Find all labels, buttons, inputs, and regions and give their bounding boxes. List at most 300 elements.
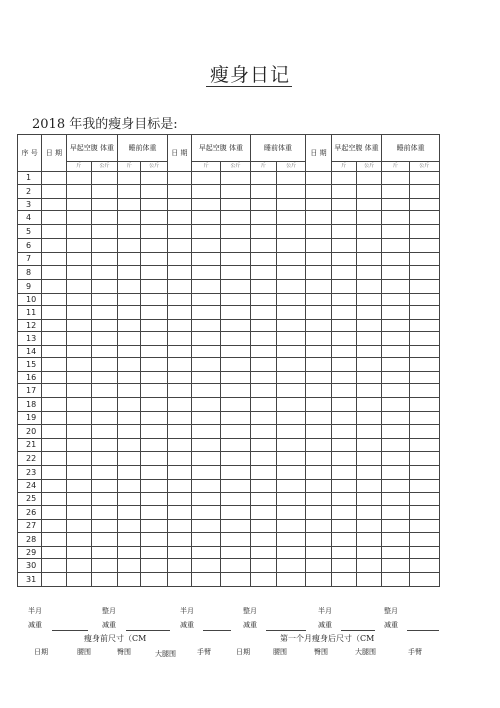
entry-cell[interactable]: [91, 573, 117, 587]
entry-cell[interactable]: [409, 520, 439, 533]
entry-cell[interactable]: [277, 384, 306, 398]
entry-cell[interactable]: [192, 211, 221, 225]
entry-cell[interactable]: [167, 172, 191, 185]
entry-cell[interactable]: [409, 439, 439, 452]
entry-cell[interactable]: [382, 425, 409, 439]
entry-cell[interactable]: [221, 573, 250, 587]
entry-cell[interactable]: [250, 493, 276, 506]
entry-cell[interactable]: [141, 425, 167, 439]
entry-cell[interactable]: [141, 372, 167, 384]
entry-cell[interactable]: [382, 412, 409, 425]
entry-cell[interactable]: [331, 547, 356, 559]
entry-cell[interactable]: [42, 493, 66, 506]
entry-cell[interactable]: [91, 439, 117, 452]
entry-cell[interactable]: [409, 185, 439, 199]
entry-cell[interactable]: [141, 358, 167, 372]
entry-cell[interactable]: [221, 320, 250, 332]
entry-cell[interactable]: [306, 425, 331, 439]
entry-cell[interactable]: [141, 506, 167, 520]
entry-cell[interactable]: [118, 439, 141, 452]
entry-cell[interactable]: [331, 211, 356, 225]
entry-cell[interactable]: [331, 346, 356, 358]
entry-cell[interactable]: [141, 239, 167, 253]
entry-cell[interactable]: [141, 253, 167, 266]
entry-cell[interactable]: [91, 306, 117, 320]
entry-cell[interactable]: [382, 559, 409, 573]
entry-cell[interactable]: [277, 225, 306, 239]
entry-cell[interactable]: [306, 493, 331, 506]
entry-cell[interactable]: [382, 280, 409, 294]
entry-cell[interactable]: [331, 239, 356, 253]
entry-cell[interactable]: [91, 253, 117, 266]
entry-cell[interactable]: [221, 294, 250, 306]
entry-cell[interactable]: [118, 266, 141, 280]
entry-cell[interactable]: [356, 372, 381, 384]
entry-cell[interactable]: [91, 294, 117, 306]
entry-cell[interactable]: [277, 253, 306, 266]
entry-cell[interactable]: [306, 506, 331, 520]
entry-cell[interactable]: [356, 211, 381, 225]
entry-cell[interactable]: [250, 172, 276, 185]
entry-cell[interactable]: [277, 466, 306, 480]
entry-cell[interactable]: [221, 280, 250, 294]
entry-cell[interactable]: [356, 306, 381, 320]
entry-cell[interactable]: [409, 266, 439, 280]
entry-cell[interactable]: [192, 506, 221, 520]
entry-cell[interactable]: [331, 306, 356, 320]
entry-cell[interactable]: [382, 225, 409, 239]
entry-cell[interactable]: [306, 439, 331, 452]
entry-cell[interactable]: [118, 253, 141, 266]
entry-cell[interactable]: [382, 573, 409, 587]
entry-cell[interactable]: [221, 372, 250, 384]
entry-cell[interactable]: [42, 211, 66, 225]
entry-cell[interactable]: [409, 533, 439, 547]
entry-cell[interactable]: [167, 398, 191, 412]
entry-cell[interactable]: [118, 211, 141, 225]
entry-cell[interactable]: [250, 239, 276, 253]
entry-cell[interactable]: [382, 372, 409, 384]
entry-cell[interactable]: [167, 211, 191, 225]
entry-cell[interactable]: [356, 294, 381, 306]
entry-cell[interactable]: [91, 559, 117, 573]
entry-cell[interactable]: [331, 506, 356, 520]
entry-cell[interactable]: [409, 306, 439, 320]
entry-cell[interactable]: [331, 439, 356, 452]
entry-cell[interactable]: [167, 506, 191, 520]
entry-cell[interactable]: [66, 172, 91, 185]
entry-cell[interactable]: [91, 199, 117, 211]
entry-cell[interactable]: [250, 425, 276, 439]
entry-cell[interactable]: [277, 306, 306, 320]
entry-cell[interactable]: [306, 320, 331, 332]
entry-cell[interactable]: [250, 185, 276, 199]
entry-cell[interactable]: [192, 253, 221, 266]
entry-cell[interactable]: [192, 266, 221, 280]
entry-cell[interactable]: [192, 280, 221, 294]
entry-cell[interactable]: [42, 280, 66, 294]
entry-cell[interactable]: [331, 172, 356, 185]
entry-cell[interactable]: [118, 452, 141, 466]
entry-cell[interactable]: [306, 253, 331, 266]
entry-cell[interactable]: [66, 185, 91, 199]
entry-cell[interactable]: [331, 559, 356, 573]
entry-cell[interactable]: [356, 520, 381, 533]
entry-cell[interactable]: [91, 452, 117, 466]
entry-cell[interactable]: [277, 425, 306, 439]
entry-cell[interactable]: [306, 372, 331, 384]
entry-cell[interactable]: [277, 294, 306, 306]
entry-cell[interactable]: [409, 294, 439, 306]
entry-cell[interactable]: [382, 239, 409, 253]
entry-cell[interactable]: [331, 480, 356, 493]
entry-cell[interactable]: [306, 398, 331, 412]
entry-cell[interactable]: [306, 172, 331, 185]
entry-cell[interactable]: [66, 211, 91, 225]
entry-cell[interactable]: [356, 493, 381, 506]
entry-cell[interactable]: [91, 547, 117, 559]
entry-cell[interactable]: [167, 466, 191, 480]
entry-cell[interactable]: [66, 520, 91, 533]
entry-cell[interactable]: [409, 211, 439, 225]
entry-cell[interactable]: [167, 412, 191, 425]
entry-cell[interactable]: [306, 480, 331, 493]
entry-cell[interactable]: [91, 346, 117, 358]
entry-cell[interactable]: [356, 253, 381, 266]
entry-cell[interactable]: [356, 225, 381, 239]
entry-cell[interactable]: [250, 372, 276, 384]
entry-cell[interactable]: [192, 306, 221, 320]
entry-cell[interactable]: [250, 520, 276, 533]
entry-cell[interactable]: [382, 533, 409, 547]
entry-cell[interactable]: [250, 547, 276, 559]
entry-cell[interactable]: [221, 199, 250, 211]
entry-cell[interactable]: [118, 466, 141, 480]
entry-cell[interactable]: [141, 559, 167, 573]
entry-cell[interactable]: [356, 384, 381, 398]
entry-cell[interactable]: [66, 358, 91, 372]
entry-cell[interactable]: [331, 280, 356, 294]
entry-cell[interactable]: [118, 358, 141, 372]
entry-cell[interactable]: [221, 239, 250, 253]
entry-cell[interactable]: [192, 452, 221, 466]
entry-cell[interactable]: [409, 372, 439, 384]
entry-cell[interactable]: [382, 332, 409, 346]
entry-cell[interactable]: [331, 185, 356, 199]
entry-cell[interactable]: [356, 533, 381, 547]
entry-cell[interactable]: [42, 346, 66, 358]
entry-cell[interactable]: [382, 211, 409, 225]
entry-cell[interactable]: [66, 320, 91, 332]
entry-cell[interactable]: [306, 294, 331, 306]
entry-cell[interactable]: [91, 506, 117, 520]
entry-cell[interactable]: [192, 559, 221, 573]
entry-cell[interactable]: [306, 346, 331, 358]
entry-cell[interactable]: [192, 533, 221, 547]
entry-cell[interactable]: [118, 506, 141, 520]
entry-cell[interactable]: [118, 398, 141, 412]
entry-cell[interactable]: [167, 452, 191, 466]
entry-cell[interactable]: [118, 384, 141, 398]
entry-cell[interactable]: [141, 480, 167, 493]
entry-cell[interactable]: [42, 225, 66, 239]
entry-cell[interactable]: [42, 306, 66, 320]
entry-cell[interactable]: [141, 398, 167, 412]
entry-cell[interactable]: [409, 332, 439, 346]
entry-cell[interactable]: [221, 506, 250, 520]
entry-cell[interactable]: [42, 358, 66, 372]
entry-cell[interactable]: [382, 320, 409, 332]
entry-cell[interactable]: [192, 320, 221, 332]
entry-cell[interactable]: [167, 253, 191, 266]
entry-cell[interactable]: [221, 439, 250, 452]
entry-cell[interactable]: [221, 185, 250, 199]
entry-cell[interactable]: [409, 559, 439, 573]
entry-cell[interactable]: [167, 199, 191, 211]
entry-cell[interactable]: [167, 559, 191, 573]
entry-cell[interactable]: [382, 185, 409, 199]
entry-cell[interactable]: [356, 506, 381, 520]
entry-cell[interactable]: [167, 480, 191, 493]
entry-cell[interactable]: [66, 412, 91, 425]
entry-cell[interactable]: [277, 320, 306, 332]
entry-cell[interactable]: [250, 332, 276, 346]
entry-cell[interactable]: [356, 346, 381, 358]
entry-cell[interactable]: [382, 506, 409, 520]
entry-cell[interactable]: [331, 332, 356, 346]
entry-cell[interactable]: [42, 172, 66, 185]
entry-cell[interactable]: [91, 466, 117, 480]
entry-cell[interactable]: [118, 185, 141, 199]
entry-cell[interactable]: [356, 172, 381, 185]
entry-cell[interactable]: [331, 253, 356, 266]
entry-cell[interactable]: [91, 225, 117, 239]
entry-cell[interactable]: [192, 294, 221, 306]
entry-cell[interactable]: [118, 547, 141, 559]
entry-cell[interactable]: [42, 480, 66, 493]
entry-cell[interactable]: [382, 266, 409, 280]
entry-cell[interactable]: [141, 185, 167, 199]
entry-cell[interactable]: [306, 199, 331, 211]
entry-cell[interactable]: [356, 332, 381, 346]
entry-cell[interactable]: [250, 225, 276, 239]
entry-cell[interactable]: [382, 294, 409, 306]
entry-cell[interactable]: [221, 346, 250, 358]
entry-cell[interactable]: [277, 547, 306, 559]
entry-cell[interactable]: [118, 480, 141, 493]
entry-cell[interactable]: [409, 466, 439, 480]
entry-cell[interactable]: [250, 306, 276, 320]
entry-cell[interactable]: [409, 573, 439, 587]
entry-cell[interactable]: [167, 425, 191, 439]
entry-cell[interactable]: [221, 384, 250, 398]
entry-cell[interactable]: [118, 306, 141, 320]
entry-cell[interactable]: [42, 520, 66, 533]
entry-cell[interactable]: [118, 332, 141, 346]
entry-cell[interactable]: [42, 266, 66, 280]
entry-cell[interactable]: [277, 332, 306, 346]
entry-cell[interactable]: [118, 225, 141, 239]
entry-cell[interactable]: [331, 452, 356, 466]
entry-cell[interactable]: [118, 372, 141, 384]
entry-cell[interactable]: [118, 172, 141, 185]
entry-cell[interactable]: [382, 452, 409, 466]
entry-cell[interactable]: [356, 199, 381, 211]
entry-cell[interactable]: [192, 493, 221, 506]
entry-cell[interactable]: [141, 533, 167, 547]
entry-cell[interactable]: [66, 266, 91, 280]
entry-cell[interactable]: [221, 358, 250, 372]
entry-cell[interactable]: [192, 466, 221, 480]
entry-cell[interactable]: [356, 398, 381, 412]
entry-cell[interactable]: [356, 559, 381, 573]
entry-cell[interactable]: [141, 439, 167, 452]
entry-cell[interactable]: [221, 533, 250, 547]
entry-cell[interactable]: [91, 185, 117, 199]
entry-cell[interactable]: [91, 520, 117, 533]
entry-cell[interactable]: [192, 480, 221, 493]
entry-cell[interactable]: [331, 320, 356, 332]
entry-cell[interactable]: [66, 225, 91, 239]
entry-cell[interactable]: [356, 425, 381, 439]
entry-cell[interactable]: [331, 199, 356, 211]
entry-cell[interactable]: [356, 280, 381, 294]
entry-cell[interactable]: [382, 199, 409, 211]
entry-cell[interactable]: [141, 225, 167, 239]
entry-cell[interactable]: [277, 266, 306, 280]
entry-cell[interactable]: [277, 493, 306, 506]
entry-cell[interactable]: [277, 346, 306, 358]
entry-cell[interactable]: [66, 466, 91, 480]
entry-cell[interactable]: [356, 358, 381, 372]
entry-cell[interactable]: [331, 372, 356, 384]
entry-cell[interactable]: [167, 332, 191, 346]
entry-cell[interactable]: [42, 398, 66, 412]
entry-cell[interactable]: [91, 533, 117, 547]
entry-cell[interactable]: [192, 384, 221, 398]
entry-cell[interactable]: [306, 520, 331, 533]
entry-cell[interactable]: [250, 199, 276, 211]
entry-cell[interactable]: [192, 425, 221, 439]
entry-cell[interactable]: [221, 466, 250, 480]
entry-cell[interactable]: [306, 466, 331, 480]
entry-cell[interactable]: [66, 480, 91, 493]
entry-cell[interactable]: [250, 398, 276, 412]
entry-cell[interactable]: [66, 253, 91, 266]
entry-cell[interactable]: [277, 211, 306, 225]
entry-cell[interactable]: [409, 280, 439, 294]
entry-cell[interactable]: [66, 306, 91, 320]
entry-cell[interactable]: [118, 559, 141, 573]
entry-cell[interactable]: [382, 480, 409, 493]
entry-cell[interactable]: [306, 559, 331, 573]
entry-cell[interactable]: [409, 480, 439, 493]
entry-cell[interactable]: [306, 533, 331, 547]
entry-cell[interactable]: [277, 199, 306, 211]
entry-cell[interactable]: [66, 372, 91, 384]
entry-cell[interactable]: [42, 533, 66, 547]
entry-cell[interactable]: [250, 452, 276, 466]
entry-cell[interactable]: [66, 384, 91, 398]
entry-cell[interactable]: [331, 520, 356, 533]
entry-cell[interactable]: [331, 425, 356, 439]
entry-cell[interactable]: [250, 253, 276, 266]
entry-cell[interactable]: [141, 294, 167, 306]
entry-cell[interactable]: [141, 211, 167, 225]
entry-cell[interactable]: [306, 239, 331, 253]
entry-cell[interactable]: [192, 398, 221, 412]
entry-cell[interactable]: [91, 280, 117, 294]
entry-cell[interactable]: [42, 320, 66, 332]
entry-cell[interactable]: [409, 452, 439, 466]
entry-cell[interactable]: [118, 520, 141, 533]
entry-cell[interactable]: [306, 185, 331, 199]
entry-cell[interactable]: [167, 185, 191, 199]
entry-cell[interactable]: [66, 199, 91, 211]
entry-cell[interactable]: [306, 225, 331, 239]
entry-cell[interactable]: [42, 425, 66, 439]
entry-cell[interactable]: [141, 547, 167, 559]
entry-cell[interactable]: [141, 306, 167, 320]
entry-cell[interactable]: [409, 199, 439, 211]
entry-cell[interactable]: [91, 372, 117, 384]
entry-cell[interactable]: [42, 573, 66, 587]
entry-cell[interactable]: [409, 384, 439, 398]
entry-cell[interactable]: [42, 332, 66, 346]
entry-cell[interactable]: [91, 493, 117, 506]
entry-cell[interactable]: [42, 547, 66, 559]
entry-cell[interactable]: [382, 346, 409, 358]
entry-cell[interactable]: [42, 466, 66, 480]
entry-cell[interactable]: [91, 320, 117, 332]
entry-cell[interactable]: [221, 480, 250, 493]
entry-cell[interactable]: [42, 372, 66, 384]
entry-cell[interactable]: [356, 266, 381, 280]
entry-cell[interactable]: [409, 506, 439, 520]
entry-cell[interactable]: [221, 412, 250, 425]
entry-cell[interactable]: [66, 493, 91, 506]
entry-cell[interactable]: [118, 573, 141, 587]
entry-cell[interactable]: [91, 332, 117, 346]
entry-cell[interactable]: [331, 384, 356, 398]
entry-cell[interactable]: [66, 332, 91, 346]
entry-cell[interactable]: [221, 211, 250, 225]
entry-cell[interactable]: [118, 320, 141, 332]
entry-cell[interactable]: [192, 225, 221, 239]
entry-cell[interactable]: [221, 425, 250, 439]
entry-cell[interactable]: [250, 559, 276, 573]
entry-cell[interactable]: [306, 412, 331, 425]
entry-cell[interactable]: [66, 294, 91, 306]
entry-cell[interactable]: [141, 266, 167, 280]
entry-cell[interactable]: [167, 294, 191, 306]
entry-cell[interactable]: [141, 332, 167, 346]
entry-cell[interactable]: [277, 280, 306, 294]
entry-cell[interactable]: [409, 412, 439, 425]
entry-cell[interactable]: [66, 239, 91, 253]
entry-cell[interactable]: [91, 425, 117, 439]
entry-cell[interactable]: [382, 520, 409, 533]
entry-cell[interactable]: [192, 239, 221, 253]
entry-cell[interactable]: [221, 559, 250, 573]
entry-cell[interactable]: [167, 225, 191, 239]
entry-cell[interactable]: [250, 573, 276, 587]
entry-cell[interactable]: [277, 506, 306, 520]
entry-cell[interactable]: [306, 306, 331, 320]
entry-cell[interactable]: [250, 480, 276, 493]
entry-cell[interactable]: [382, 547, 409, 559]
entry-cell[interactable]: [167, 533, 191, 547]
